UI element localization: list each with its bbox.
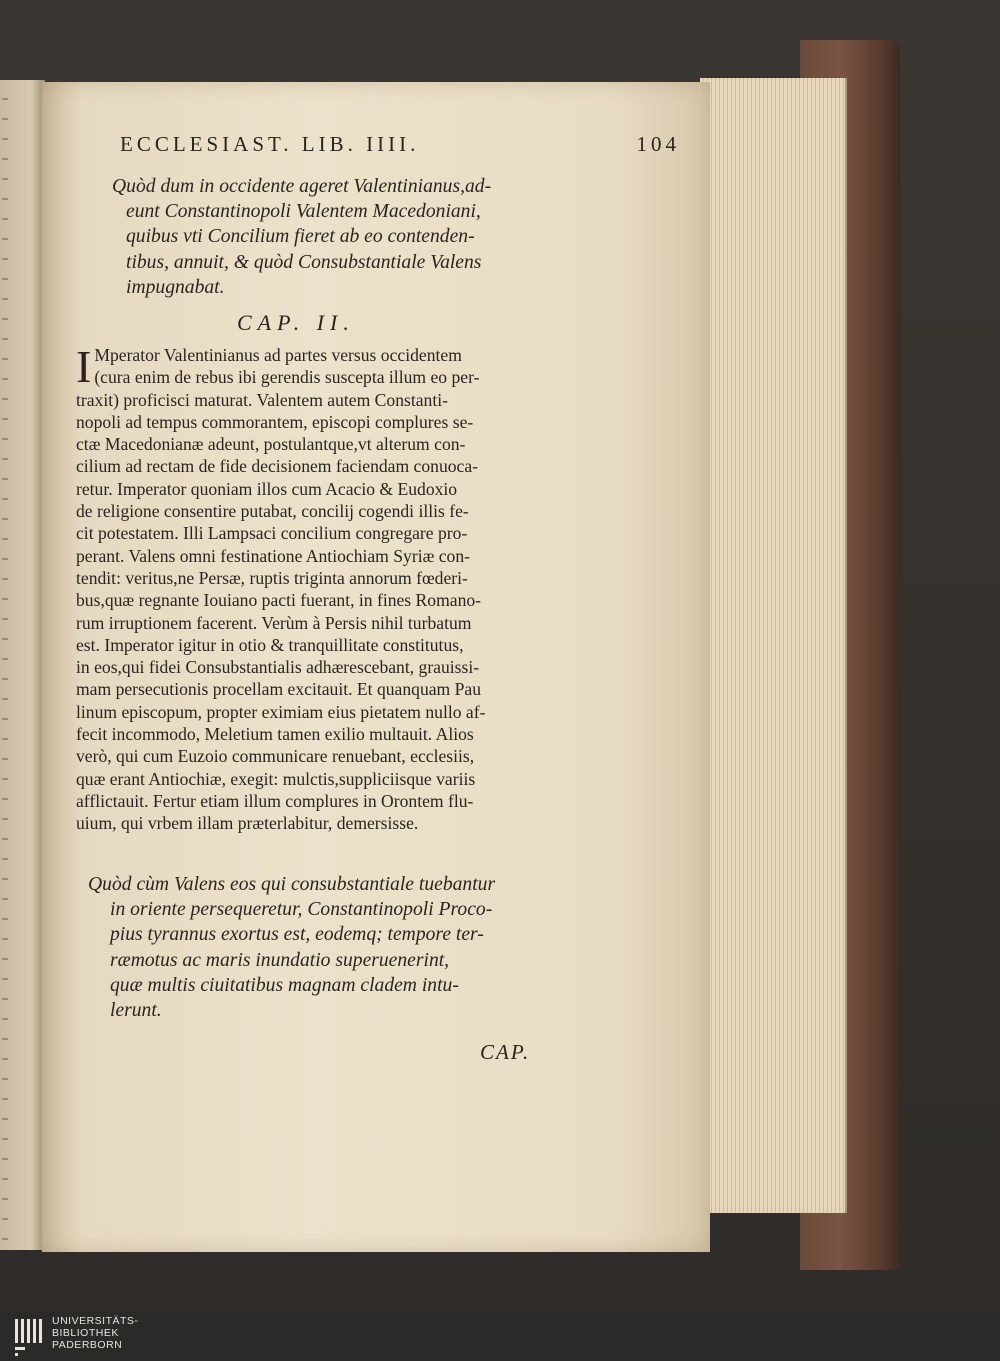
- body-line: afflictauit. Fertur etiam illum complures in Orontem flu-: [76, 790, 474, 811]
- chapter-heading: CAP. II.: [237, 310, 355, 335]
- body-line: fecit incommodo, Meletium tamen exilio multauit. Alios: [76, 724, 474, 745]
- summary-line: Quòd dum in occidente ageret Valentinianus,ad-: [112, 176, 492, 197]
- body-line: (cura enim de rebus ibi gerendis suscepta illum eo per-: [94, 367, 480, 388]
- body-line: Mperator Valentinianus ad partes versus occidentem: [94, 345, 462, 365]
- body-line: bus,quæ regnante Iouiano pacti fuerant, in fines Romano-: [76, 590, 482, 611]
- body-line: traxit) proficisci maturat. Valentem autem Constanti-: [76, 389, 448, 410]
- summary-line: impugnabat.: [126, 276, 225, 298]
- body-line: mam persecutionis procellam excitauit. Et quanquam Pau: [76, 679, 482, 700]
- body-line: perant. Valens omni festinatione Antiochiam Syriæ con-: [76, 545, 470, 566]
- summary-line: lerunt.: [110, 1000, 162, 1022]
- logo-line: PADERBORN: [52, 1339, 123, 1351]
- body-line: verò, qui cum Euzoio communicare renuebant, ecclesiis,: [76, 746, 475, 767]
- library-logo-icon: [14, 1317, 46, 1357]
- summary-line: Quòd cùm Valens eos qui consubstantiale tuebantur: [88, 874, 496, 895]
- body-line: de religione consentire putabat, concilij cogendi illis fe-: [76, 501, 469, 522]
- summary-line: ræmotus ac maris inundatio superuenerint,: [110, 949, 450, 971]
- body-line: linum episcopum, propter eximiam eius pietatem nullo af-: [76, 701, 486, 722]
- book-page: [42, 82, 710, 1252]
- summary-line: quæ multis ciuitatibus magnam cladem intu-: [110, 974, 459, 996]
- page-fore-edge: [700, 78, 847, 1213]
- page-number: 104: [636, 132, 680, 156]
- body-line: quæ erant Antiochiæ, exegit: mulctis,suppliciisque variis: [76, 768, 476, 789]
- body-line: uium, qui vrbem illam præterlabitur, demersisse.: [76, 813, 419, 834]
- body-text: [76, 341, 556, 835]
- body-line: retur. Imperator quoniam illos cum Acacio & Eudoxio: [76, 478, 458, 499]
- body-line: cilium ad rectam de fide decisionem faciendam conuoca-: [76, 456, 479, 477]
- body-line: ctæ Macedonianæ adeunt, postulantque,vt alterum con-: [76, 434, 466, 455]
- library-logo-text: [52, 1315, 138, 1351]
- chapter-summary-1: [112, 174, 567, 300]
- summary-line: tibus, annuit, & quòd Consubstantiale Valens: [126, 251, 482, 273]
- footer-bar: [0, 1311, 1000, 1361]
- summary-line: pius tyrannus exortus est, eodemq; tempore ter-: [110, 924, 484, 946]
- body-line: rum irruptionem facerent. Verùm à Persis nihil turbatum: [76, 612, 472, 633]
- chapter-summary-2: [88, 872, 558, 1023]
- running-head-title: ECCLESIAST. LIB. IIII.: [120, 132, 420, 156]
- body-line: in eos,qui fidei Consubstantialis adhærescebant, grauissi-: [76, 657, 480, 678]
- catchword: CAP.: [480, 1040, 531, 1064]
- logo-line: UNIVERSITÄTS-: [52, 1315, 139, 1327]
- body-line: est. Imperator igitur in otio & tranquillitate constitutus,: [76, 634, 464, 655]
- summary-line: in oriente persequeretur, Constantinopoli Proco-: [110, 899, 493, 921]
- logo-line: BIBLIOTHEK: [52, 1327, 119, 1339]
- running-head: [120, 132, 680, 157]
- summary-line: eunt Constantinopoli Valentem Macedoniani,: [126, 201, 481, 223]
- body-line: tendit: veritus,ne Persæ, ruptis triginta annorum fœderi-: [76, 567, 468, 588]
- drop-cap: I: [76, 341, 92, 392]
- body-line: cit potestatem. Illi Lampsaci concilium congregare pro-: [76, 523, 468, 544]
- body-line: nopoli ad tempus commorantem, episcopi complures se-: [76, 411, 474, 432]
- summary-line: quibus vti Concilium fieret ab eo contenden-: [126, 226, 475, 248]
- left-page-sliver: [0, 80, 45, 1250]
